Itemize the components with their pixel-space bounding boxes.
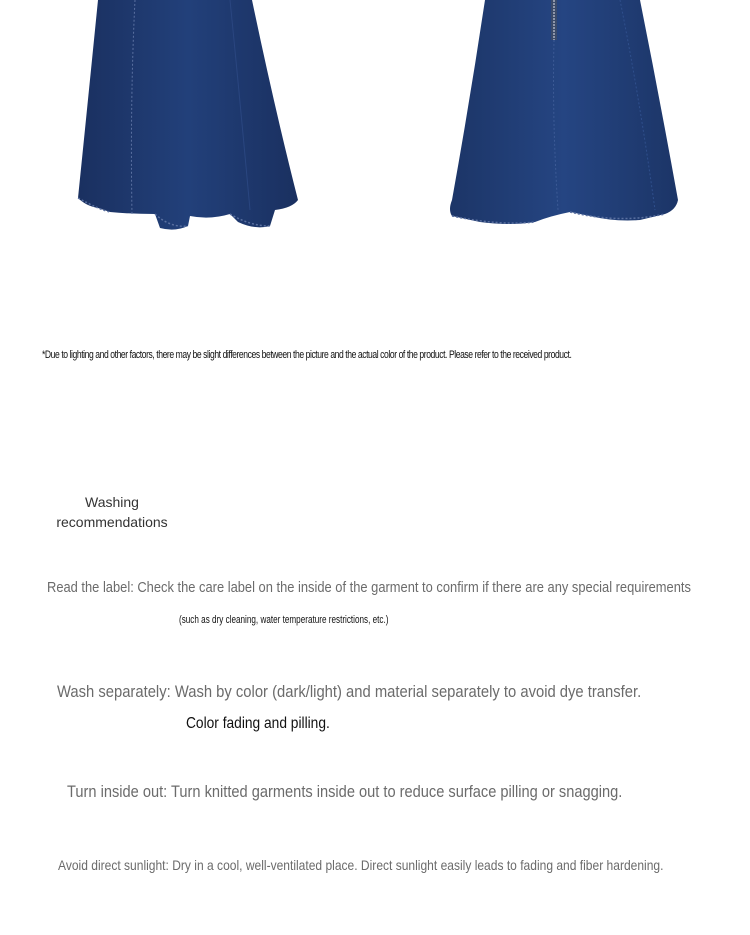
washing-tip-turn-inside-out: Turn inside out: Turn knitted garments inside out to reduce surface pilling or snagging. [67,782,623,801]
washing-tip-read-label-note: (such as dry cleaning, water temperature restrictions, etc.) [179,614,389,626]
product-image-skirt-back [440,0,690,235]
product-image-skirt-front [70,0,310,235]
color-disclaimer: *Due to lighting and other factors, there may be slight differences between the picture and the actual color of the product. Please refer to the received product. [42,349,572,361]
washing-tip-wash-separately: Wash separately: Wash by color (dark/light) and material separately to avoid dye transfer. [57,682,642,701]
heading-line-1: Washing [85,494,139,510]
denim-skirt-front-illustration [70,0,310,235]
denim-skirt-back-illustration [440,0,690,235]
washing-tip-avoid-sunlight: Avoid direct sunlight: Dry in a cool, well-ventilated place. Direct sunlight easily leads to fading and fiber hardening. [58,857,664,873]
washing-tip-read-label: Read the label: Check the care label on the inside of the garment to confirm if there are any special requirements [47,579,691,596]
washing-tip-wash-separately-note: Color fading and pilling. [186,715,330,732]
washing-recommendations-heading [52,492,172,532]
heading-line-2: recommendations [56,514,168,530]
